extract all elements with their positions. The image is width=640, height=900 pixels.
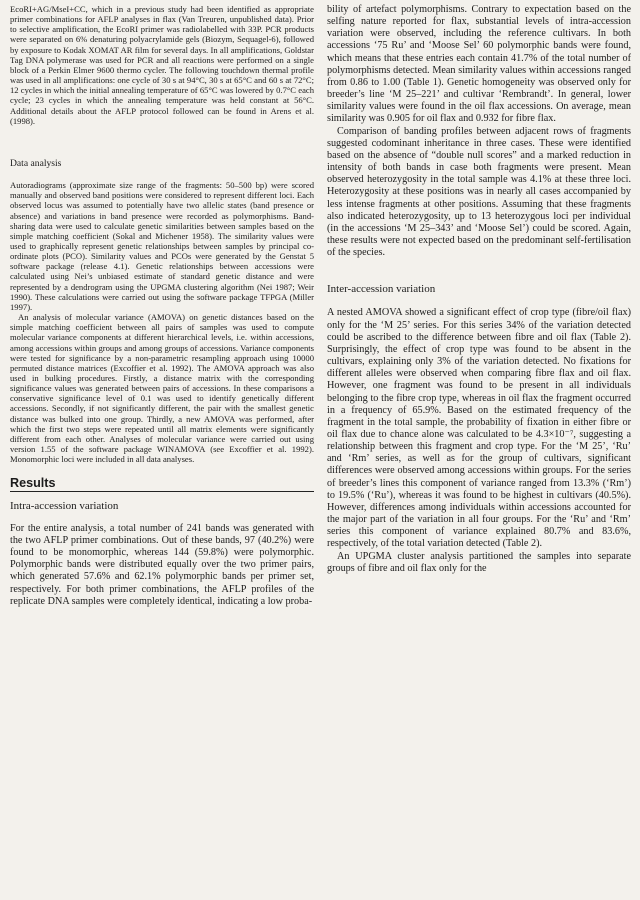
data-analysis-paragraph-1: Autoradiograms (approximate size range of the fragments: 50–500 bp) were scored manually and observed band positions were considered to represent different loci. Each observed locus was assumed to potentially have two allelic states (band presence or absence) and variations in band presence were recorded as polymorphisms. Band-sharing data were used to calculate genetic similarities between samples based on the simple matching coefficient (Sokal and Michener 1958). The similarity values were used to graphically represent genetic relationships between samples by principal co-ordinate plots (PCO). Similarity values and PCOs were generated by the Genstat 5 software package (release 4.1). Genetic relationships between accessions were calculated using Nei’s unbiased estimate of standard genetic distance and were represented by a dendrogram using the UPGMA clustering algorithm (Nei 1987; Weir 1990). These calculations were carried out using the software package TFPGA (Miller 1997). xyxy=(10,180,314,312)
right-column xyxy=(327,4,631,900)
intra-accession-heading: Intra-accession variation xyxy=(10,499,119,512)
intra-accession-continued-paragraph: bility of artefact polymorphisms. Contrary to expectation based on the selfing nature reported for flax, substantial levels of intra-accession variation were observed, including the reference cultivars. In both accessions ‘75 Ru’ and ‘Moose Sel’ 60 polymorphic bands were found, which means that these entries each contain 41.7% of the total number of polymorphisms detected. Mean similarity values within accessions ranged from 0.86 to 1.00 (Table 1). Genetic homogeneity was observed only for breeder’s line ‘M 25–221’ and cultivar ‘Rembrandt’. In general, lower similarity values were found in the oil flax accessions. On average, mean similarity was 0.905 for oil flax and 0.932 for fibre flax. xyxy=(327,4,631,125)
left-column xyxy=(10,4,314,900)
data-analysis-heading: Data analysis xyxy=(10,157,62,169)
data-analysis-paragraph-2: An analysis of molecular variance (AMOVA) on genetic distances based on the simple matching coefficient between all pairs of samples was used to compute molecular variance components at different hierarchical levels, i.e. within accessions, among accessions within groups and among groups of accessions. Variance components were tested for significance by a non-parametric resampling approach using 10000 permuted distance matrices (Excoffier et al. 1992). The AMOVA approach was also used in bulking procedures. Firstly, a distance matrix with the corresponding significance values was generated between pairs of accessions. In these comparisons a conservative significance level of 0.1 was used to identify genetically different accessions. Secondly, if not significantly different, the pair with the smallest genetic distance was bulked into one group. Thirdly, a new AMOVA was performed, after which the first two steps were repeated until all matrix elements were significantly different from each other. Analyses of molecular variance were carried out using version 1.55 of the software package WINAMOVA (see Excoffier et al. 1992). Monomorphic loci were included in all data analyses. xyxy=(10,312,314,465)
intra-accession-paragraph: For the entire analysis, a total number of 241 bands was generated with the two AFLP primer combinations. Out of these bands, 97 (40.2%) were found to be monomorphic, whereas 144 (59.8%) were polymorphic. Polymorphic bands were distributed equally over the two primer pairs, which generated 57.6% and 62.1% polymorphic bands per primer set, respectively. For both primer combinations, the AFLP profiles of the replicate DNA samples were completely identical, indicating a low proba- xyxy=(10,522,314,607)
results-heading: Results xyxy=(10,478,314,491)
upgma-paragraph: An UPGMA cluster analysis partitioned the samples into separate groups of fibre and oil flax only for the xyxy=(327,550,631,574)
amova-paragraph: A nested AMOVA showed a significant effect of crop type (fibre/oil flax) only for the ‘M 25’ series. For this series 34% of the variation detected could be ascribed to the difference between fibre and oil flax (Table 2). Surprisingly, the effect of crop type was found to be absent in the cultivars, explaining only 3% of the variation detected. No fixations for different alleles were observed when comparing fibre flax and oil flax. However, one fragment was found to be present in all individuals belonging to the fibre crop type, whereas in oil flax the fragment occurred in a frequency of 65.9%. Based on the estimated frequency of the fragment in the total sample, the probability of fixation in either fibre or oil flax due to chance alone was calculated to be 4.3×10⁻⁷, suggesting a relationship between this fragment and crop type. For the ‘M 25’, ‘Ru’ and ‘Rm’ series, as well as for the group of cultivars, significant differences were observed among accessions within groups. For the series of breeder’s lines this component of variance ranged from 13.3% (‘Rm’) to 19.5% (‘Ru’), whereas it was found to be highest in cultivars (40.5%). However, differences among individuals within accessions accounted for the major part of the variation in all four groups. For the ‘Ru’ and ‘Rm’ series this component of variance explained 80.7% and 83.6%, respectively, of the total variation detected (Table 2). xyxy=(327,307,631,550)
methods-paragraph: EcoRI+AG/MseI+CC, which in a previous study had been identified as appropriate primer combinations for AFLP analyses in flax (Van Treuren, unpublished data). Prior to selective amplification, the EcoRI primer was radiolabelled with 33P. PCR products were separated on 6% denaturing polyacrylamide gels (Biozym, Sequagel-6), followed by exposure to Kodak XOMAT AR film for several days. In all amplifications, Goldstar Tag DNA polymerase was used for PCR and all reactions were performed on a single block of a Perkin Elmer 9600 thermo cycler. The following touchdown thermal profile was used in all amplifications: one cycle of 30 s at 94°C, 30 s at 65°C and 60 s at 72°C; 12 cycles in which the initial annealing temperature of 65°C was lowered by 0.7°C each cycle; 23 cycles in which the annealing temperature was held constant at 56°C. Additional details about the AFLP protocol followed can be found in Arens et al. (1998). xyxy=(10,4,314,126)
inter-accession-heading: Inter-accession variation xyxy=(327,283,436,296)
heterozygosity-paragraph: Comparison of banding profiles between adjacent rows of fragments suggested codominant inheritance in three cases. These were identified based on the absence of “double null scores” and a marked reduction in intensity of both bands in case both fragments were present. Mean observed heterozygosity in the total sample was 4.1% at these three loci. Heterozygosity at these positions was in nearly all cases accompanied by less intense fragments at other positions. Assuming that these fragments also indicated heterozygosity, up to 13 heterozygous loci per individual (in the accessions ‘M 25–343’ and ‘Moose Sel’) could be scored. Again, these results were not expected based on the predominant self-fertilisation of the species. xyxy=(327,125,631,259)
